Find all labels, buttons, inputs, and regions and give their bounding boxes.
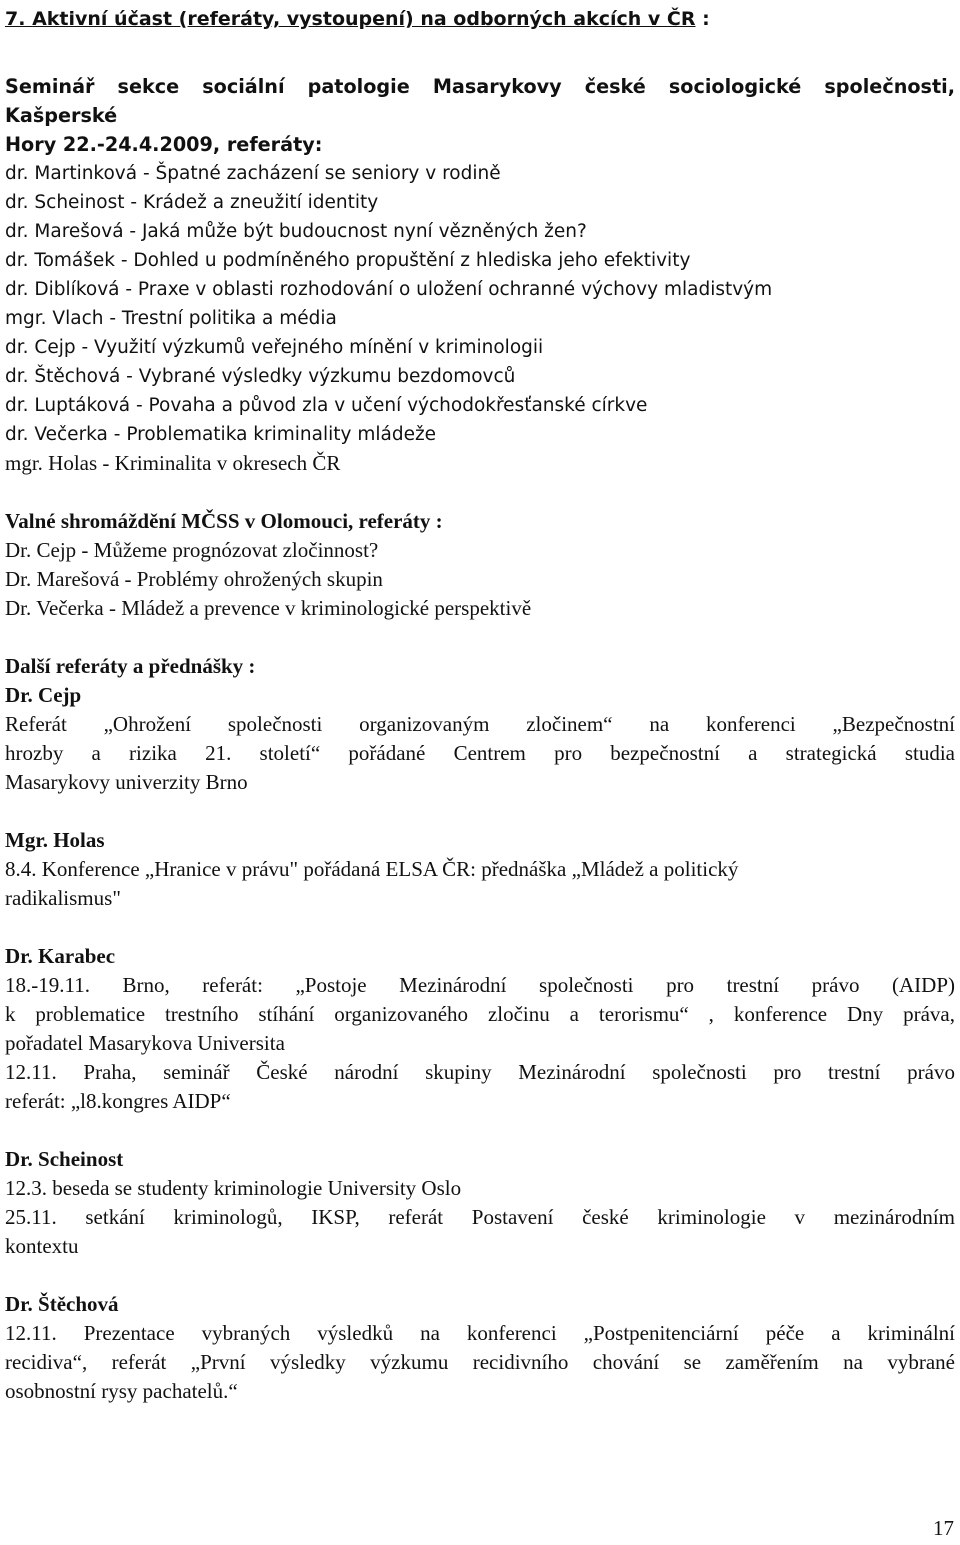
block-line: Referát „Ohrožení společnosti organizovaným zločinem“ na konferenci „Bezpečnostní <box>5 712 955 736</box>
block-line: 12.11. Prezentace vybraných výsledků na konferenci „Postpenitenciární péče a kriminální <box>5 1321 955 1345</box>
heading-title: 7. Aktivní účast (referáty, vystoupení) na odborných akcích v ČR <box>5 8 696 30</box>
list-item: dr. Tomášek - Dohled u podmíněného propuštění z hlediska jeho efektivity <box>5 250 691 271</box>
section-heading <box>5 5 955 34</box>
block-line: osobnostní rysy pachatelů.“ <box>5 1379 238 1403</box>
block-line: 25.11. setkání kriminologů, IKSP, referát Postavení české kriminologie v mezinárodním <box>5 1205 955 1229</box>
list-item: dr. Marešová - Jaká může být budoucnost nyní vězněných žen? <box>5 221 587 242</box>
block-line: pořadatel Masarykova Universita <box>5 1031 285 1055</box>
list-item: dr. Scheinost - Krádež a zneužití identity <box>5 192 379 213</box>
block-cejp <box>5 681 955 797</box>
block-line: 8.4. Konference „Hranice v právu" pořádaná ELSA ČR: přednáška „Mládež a politický <box>5 857 739 881</box>
list-item: dr. Martinková - Špatné zacházení se seniory v rodině <box>5 163 501 184</box>
list-item: Dr. Marešová - Problémy ohrožených skupin <box>5 567 383 591</box>
section2-list <box>5 536 955 623</box>
block-line: recidiva“, referát „První výsledky výzkumu recidivního chování se zaměřením na vybrané <box>5 1350 955 1374</box>
section1-title-line1: Seminář sekce sociální patologie Masarykovy české sociologické společnosti, Kašperské <box>5 75 955 127</box>
block-name: Dr. Karabec <box>5 944 116 968</box>
heading-suffix: : <box>695 8 710 30</box>
section1-list <box>5 159 955 478</box>
block-name: Dr. Cejp <box>5 683 82 707</box>
list-item: dr. Luptáková - Povaha a původ zla v učení východokřesťanské církve <box>5 395 648 416</box>
block-stechova <box>5 1290 955 1406</box>
section2-title: Valné shromáždění MČSS v Olomouci, referáty : <box>5 509 443 533</box>
block-line: 12.11. Praha, seminář České národní skupiny Mezinárodní společnosti pro trestní právo <box>5 1060 955 1084</box>
list-item: mgr. Vlach - Trestní politika a média <box>5 308 337 329</box>
block-line: k problematice trestního stíhání organizovaného zločinu a terorismu“ , konference Dny práva, <box>5 1002 955 1026</box>
section1-title-line2: Hory 22.-24.4.2009, referáty: <box>5 133 323 156</box>
block-scheinost <box>5 1145 955 1261</box>
block-name: Mgr. Holas <box>5 828 105 852</box>
block-line: radikalismus" <box>5 886 121 910</box>
list-item: dr. Večerka - Problematika kriminality mládeže <box>5 424 437 445</box>
list-item: dr. Cejp - Využití výzkumů veřejného mínění v kriminologii <box>5 337 544 358</box>
list-item: dr. Štěchová - Vybrané výsledky výzkumu bezdomovců <box>5 366 516 387</box>
block-karabec <box>5 942 955 1116</box>
list-item: Dr. Cejp - Můžeme prognózovat zločinnost? <box>5 538 379 562</box>
block-line: 12.3. beseda se studenty kriminologie University Oslo <box>5 1176 462 1200</box>
list-item: Dr. Večerka - Mládež a prevence v kriminologické perspektivě <box>5 596 532 620</box>
block-name: Dr. Štěchová <box>5 1292 119 1316</box>
page-number: 17 <box>933 1516 954 1540</box>
block-line: Masarykovy univerzity Brno <box>5 770 248 794</box>
list-item: mgr. Holas - Kriminalita v okresech ČR <box>5 451 341 475</box>
block-line: 18.-19.11. Brno, referát: „Postoje Mezinárodní společnosti pro trestní právo (AIDP) <box>5 973 955 997</box>
block-name: Dr. Scheinost <box>5 1147 124 1171</box>
block-line: kontextu <box>5 1234 79 1258</box>
block-line: referát: „l8.kongres AIDP“ <box>5 1089 231 1113</box>
block-holas <box>5 826 955 913</box>
block-line: hrozby a rizika 21. století“ pořádané Centrem pro bezpečnostní a strategická studia <box>5 741 955 765</box>
document-page <box>5 0 955 1406</box>
section3-title: Další referáty a přednášky : <box>5 654 256 678</box>
list-item: dr. Diblíková - Praxe v oblasti rozhodování o uložení ochranné výchovy mladistvým <box>5 279 773 300</box>
